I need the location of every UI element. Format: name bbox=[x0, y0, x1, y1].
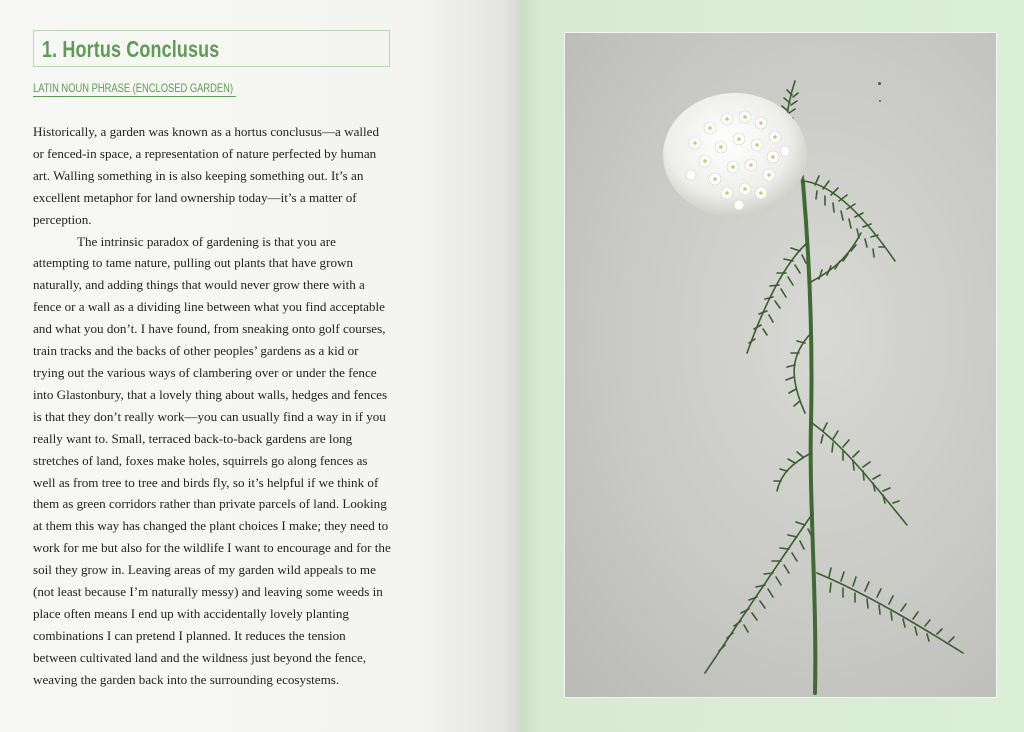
page-title: 1. Hortus Conclusus bbox=[42, 36, 220, 62]
yarrow-plant-illustration bbox=[565, 33, 997, 698]
page-subtitle: LATIN NOUN PHRASE (ENCLOSED GARDEN) bbox=[33, 81, 236, 97]
yarrow-flower-photo bbox=[564, 32, 997, 698]
body-text bbox=[33, 121, 391, 691]
title-box bbox=[33, 30, 390, 67]
paragraph-2: The intrinsic paradox of gardening is that you are attempting to tame nature, pulling out plants that have grown naturally, and adding things that would never grow there with a fence or a wall as a dividing line between what you find acceptable and what you don’t. I have found, from sneaking onto golf courses, train tracks and the backs of other peoples’ gardens as a kid or trying out the various ways of clambering over or under the fence into Glastonbury, that a lovely thing about walls, hedges and fences is that they don’t really work—you can usually find a way in if you really want to. Small, terraced back-to-back gardens are long stretches of land, foxes make holes, squirrels go along fences as well as from tree to tree and birds fly, so it’s helpful if we think of them as green corridors rather than private parcels of land. Looking at them this way has changed the plant choices I make; they need to work for me but also for the wildlife I want to encourage and for the soil they grow in. Leaving areas of my garden wild appeals to me (not least because I’m naturally messy) and leaving some weeds in place often means I end up with accidentally lovely planting combinations I can pretend I planned. It reduces the tension between cultivated land and the wildness just beyond the fence, weaving the garden back into the surrounding ecosystems. bbox=[33, 233, 391, 687]
paragraph-1: Historically, a garden was known as a hortus conclusus—a walled or fenced-in space, a representation of nature perfected by human art. Walling something in is also keeping something out. It’s an excellent metaphor for land ownership today—it’s a matter of perception. bbox=[33, 124, 380, 227]
